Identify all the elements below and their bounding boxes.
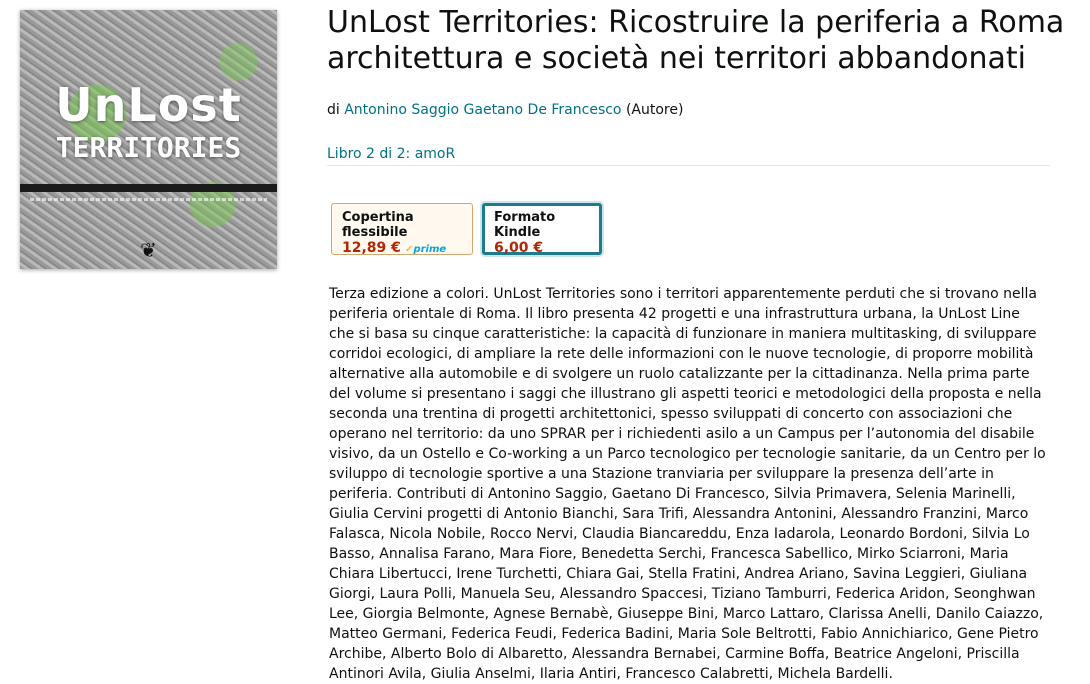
cover-subtitle: TERRITORIES [55,131,242,164]
product-description: Terza edizione a colori. UnLost Territories sono i territori apparentemente perduti che si trovano nella periferia orientale di Roma. Il libro presenta 42 progetti e una infrastruttura urbana, la UnLost Line che si basa su cinque caratteristiche: la capacità di funzionare in maniera multitasking, di sviluppare corridoi ecologici, di ampliare la rete delle informazioni con le nuove tecnologie, di proporre mobilità alternative alla automobile e di svolgere un ruolo catalizzante per la cittadinanza. Nella prima parte del volume si presentano i saggi che illustrano gli aspetti teorici e metodologici della proposta e nella seconda una trentina di progetti architettonici, spesso sviluppati di concerto con associazioni che operano nel territorio: da uno SPRAR per i richiedenti asilo a un Campus per l’autonomia del disabile visivo, da un Ostello e Co-working a un Parco tecnologico per tecnologie sanitarie, da un Centro per lo sviluppo di tecnologie sportive a una Stazione tranviaria per sviluppare la presenza dell’arte in periferia. Contributi di Antonino Saggio, Gaetano Di Francesco, Silvia Primavera, Selenia Marinelli, Giulia Cervini progetti di Antonio Bianchi, Sara Trifi, Alessandra Antonini, Alessandro Franzini, Marco Falasca, Nicola Nobile, Rocco Nervi, Claudia Biancareddu, Enza Iadarola, Leonardo Bordoni, Silvia Lo Basso, Annalisa Farano, Mara Fiore, Benedetta Serchi, Francesca Sabellico, Mirko Sciarroni, Maria Chiara Libertucci, Irene Turchetti, Chiara Gai, Stella Fratini, Andrea Ariano, Savina Leggieri, Giuliana Giorgi, Laura Polli, Manuela Seu, Alessandro Spaccesi, Tiziano Tamburri, Federica Aridon, Seonghwan Lee, Giorgia Belmonte, Agnese Bernabè, Giuseppe Bini, Marco Lattaro, Clarissa Anelli, Danilo Caiazzo, Matteo Germani, Federica Feudi, Federica Badini, Maria Sole Beltrotti, Fabio Annichiarico, Gene Pietro Archibe, Alberto Bolo di Albaretto, Alessandra Bernabei, Carmine Boffa, Beatrice Angeloni, Priscilla Antinori Avila, Giulia Anselmi, Ilaria Antiri, Francesco Calabretti, Michela Bardelli. [329,286,1046,682]
prime-badge-icon: ✓prime [405,244,447,255]
book-cover-image[interactable] [20,10,277,269]
cover-fine-print [30,198,267,201]
product-title: UnLost Territories: Ricostruire la periferia a Roma architettura e società nei territori abbandonati [327,5,1065,76]
byline-prefix: di [327,102,340,118]
cover-title: UnLost [55,78,242,132]
author-link-saggio[interactable]: Antonino Saggio [344,102,460,118]
format-swatch-kindle[interactable] [482,203,602,255]
format-label: Formato Kindle [494,210,556,240]
byline [327,102,683,118]
format-price: 12,89 € [342,240,401,256]
format-label: Copertina flessibile [342,210,414,240]
author-role: (Autore) [625,102,684,118]
cover-band [20,184,277,192]
divider [327,165,1050,166]
publisher-logo-icon: ❦ [140,238,157,262]
format-swatch-paperback[interactable] [331,203,473,255]
format-price: 6,00 € [494,240,544,256]
series-link[interactable]: Libro 2 di 2: amoR [327,146,456,162]
author-link-de-francesco[interactable]: Gaetano De Francesco [463,102,622,118]
